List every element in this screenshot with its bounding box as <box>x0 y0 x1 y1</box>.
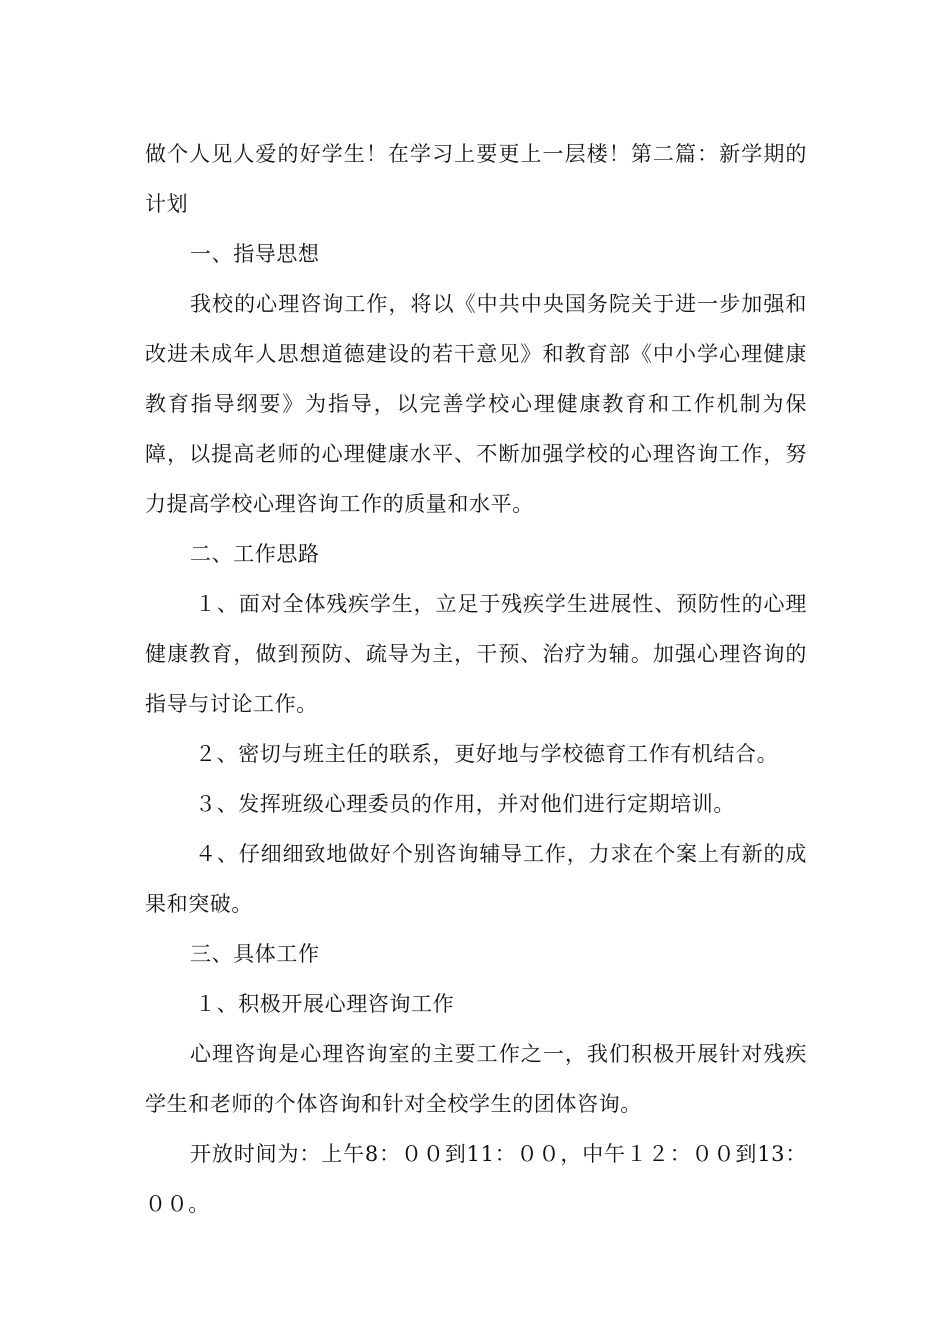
paragraph-opening-hours: 开放时间为：上午8：００到11：００，中午１２：００到13：００。 <box>145 1142 807 1216</box>
subheading-counseling: １、积极开展心理咨询工作 <box>195 992 455 1016</box>
paragraph-intro: 做个人见人爱的好学生！在学习上要更上一层楼！第二篇：新学期的计划 <box>145 142 807 216</box>
list-item-approach-1: １、面对全体残疾学生，立足于残疾学生进展性、预防性的心理健康教育，做到预防、疏导为主，干预、治疗为辅。加强心理咨询的指导与讨论工作。 <box>145 592 807 716</box>
list-item-approach-2: ２、密切与班主任的联系，更好地与学校德育工作有机结合。 <box>195 742 779 766</box>
heading-work-approach: 二、工作思路 <box>190 542 320 566</box>
list-item-approach-3: ３、发挥班级心理委员的作用，并对他们进行定期培训。 <box>195 792 735 816</box>
heading-specific-work: 三、具体工作 <box>190 942 320 966</box>
document-body <box>145 129 807 1229</box>
paragraph-guiding-ideology: 我校的心理咨询工作，将以《中共中央国务院关于进一步加强和改进未成年人思想道德建设的若干意见》和教育部《中小学心理健康教育指导纲要》为指导，以完善学校心理健康教育和工作机制为保障，以提高老师的心理健康水平、不断加强学校的心理咨询工作，努力提高学校心理咨询工作的质量和水平。 <box>145 292 807 516</box>
paragraph-counseling: 心理咨询是心理咨询室的主要工作之一，我们积极开展针对残疾学生和老师的个体咨询和针对全校学生的团体咨询。 <box>145 1042 807 1116</box>
heading-guiding-ideology: 一、指导思想 <box>190 242 320 266</box>
list-item-approach-4: ４、仔细细致地做好个别咨询辅导工作，力求在个案上有新的成果和突破。 <box>145 842 807 916</box>
